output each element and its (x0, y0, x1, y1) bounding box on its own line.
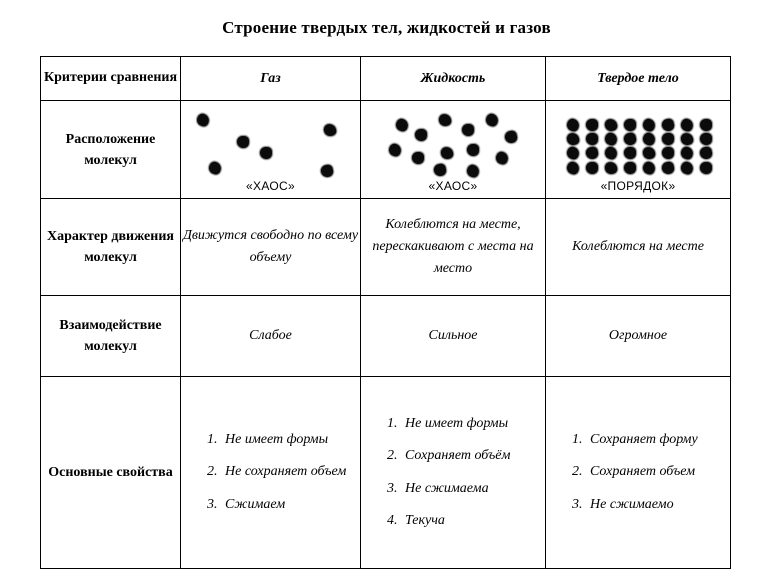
liquid-state-label: «ХАОС» (428, 179, 478, 193)
solid-movement-cell: Колеблются на месте (546, 199, 731, 296)
molecule-dot (467, 144, 479, 156)
interaction-row (41, 296, 731, 377)
row-label-movement: Характер движения молекул (41, 199, 181, 296)
molecule-dot (195, 113, 210, 128)
molecule-dot (207, 160, 222, 175)
solid-diagram-wrap (546, 101, 730, 198)
gas-movement-cell: Движутся свободно по всему объему (181, 199, 361, 296)
molecule-dot (566, 117, 581, 132)
row-label-interaction: Взаимодействие молекул (41, 296, 181, 377)
property-item: 1. Не имеет формы (221, 431, 354, 449)
molecule-dot (586, 162, 598, 174)
property-item: 2. Сохраняет объём (401, 447, 539, 465)
header-liquid: Жидкость (361, 57, 546, 101)
molecule-dot (438, 113, 452, 127)
molecule-dot (662, 133, 674, 145)
properties-row (41, 377, 731, 569)
gas-interaction-cell: Слабое (181, 296, 361, 377)
header-solid: Твердое тело (546, 57, 731, 101)
molecule-dot (566, 160, 581, 175)
molecule-dot (323, 123, 337, 137)
gas-state-label: «ХАОС» (246, 179, 295, 193)
molecule-dot (585, 146, 599, 160)
property-item: 3. Не сжимаемо (586, 496, 724, 514)
property-item: 4. Текуча (401, 512, 539, 530)
gas-properties-list (181, 427, 360, 518)
molecule-dot (700, 162, 712, 174)
header-gas: Газ (181, 57, 361, 101)
molecule-dot (642, 146, 656, 160)
property-item: 3. Не сжимаема (401, 480, 539, 498)
gas-arrangement-cell (181, 101, 361, 199)
molecule-dot (624, 147, 636, 159)
table-header-row (41, 57, 731, 101)
molecule-dot (566, 146, 581, 161)
solid-properties-cell (546, 377, 731, 569)
gas-properties-cell (181, 377, 361, 569)
arrangement-row (41, 101, 731, 199)
molecule-dot (440, 146, 454, 160)
movement-row (41, 199, 731, 296)
molecule-dot (679, 146, 694, 161)
liquid-properties-list (361, 411, 545, 534)
molecule-dot (415, 129, 427, 141)
molecule-dot (604, 161, 618, 175)
molecule-dot (661, 161, 675, 175)
property-item: 1. Не имеет формы (401, 415, 539, 433)
molecule-dot (624, 119, 636, 131)
solid-arrangement-cell (546, 101, 731, 199)
property-item: 2. Сохраняет объем (586, 463, 724, 481)
gas-molecules-diagram (187, 107, 354, 179)
solid-interaction-cell: Огромное (546, 296, 731, 377)
liquid-properties-cell (361, 377, 546, 569)
liquid-diagram-wrap (361, 101, 545, 198)
row-label-properties: Основные свойства (41, 377, 181, 569)
molecule-dot (395, 118, 410, 133)
liquid-movement-cell: Колеблются на месте, перескакивают с места на место (361, 199, 546, 296)
molecule-dot (503, 130, 517, 144)
molecule-dot (624, 162, 636, 174)
molecule-dot (484, 113, 499, 128)
molecule-dot (494, 151, 509, 166)
liquid-interaction-cell: Сильное (361, 296, 546, 377)
liquid-molecules-diagram (367, 107, 539, 179)
molecule-dot (604, 117, 618, 131)
molecule-dot (586, 119, 598, 131)
molecule-dot (604, 131, 619, 146)
molecule-dot (700, 133, 712, 145)
solid-properties-list (546, 427, 730, 518)
molecule-dot (642, 160, 657, 175)
molecule-dot (680, 132, 694, 146)
molecule-dot (623, 132, 637, 146)
molecule-dot (662, 147, 674, 159)
molecule-dot (679, 160, 694, 175)
header-criteria: Критерии сравнения (41, 57, 181, 101)
molecule-dot (604, 146, 619, 161)
molecule-dot (433, 163, 447, 177)
property-item: 3. Сжимаем (221, 496, 354, 514)
molecule-dot (465, 163, 480, 178)
liquid-arrangement-cell (361, 101, 546, 199)
molecule-dot (700, 119, 712, 131)
property-item: 2. Не сохраняет объем (221, 463, 354, 481)
molecule-dot (388, 143, 403, 158)
molecule-dot (412, 152, 424, 164)
row-label-arrangement: Расположение молекул (41, 101, 181, 199)
gas-diagram-wrap (181, 101, 360, 198)
molecule-dot (237, 136, 249, 148)
molecule-dot (661, 117, 675, 131)
property-item: 1. Сохраняет форму (586, 431, 724, 449)
molecule-dot (679, 117, 694, 132)
molecule-dot (319, 163, 333, 177)
solid-molecules-diagram (552, 107, 724, 179)
molecule-dot (566, 132, 580, 146)
molecule-dot (642, 131, 657, 146)
solid-state-label: «ПОРЯДОК» (600, 179, 676, 193)
page-title: Строение твердых тел, жидкостей и газов (222, 18, 551, 37)
molecule-dot (642, 117, 657, 132)
molecule-dot (462, 124, 474, 136)
molecule-dot (699, 146, 713, 160)
comparison-table (40, 56, 731, 569)
molecule-dot (586, 133, 598, 145)
molecule-dot (260, 147, 272, 159)
